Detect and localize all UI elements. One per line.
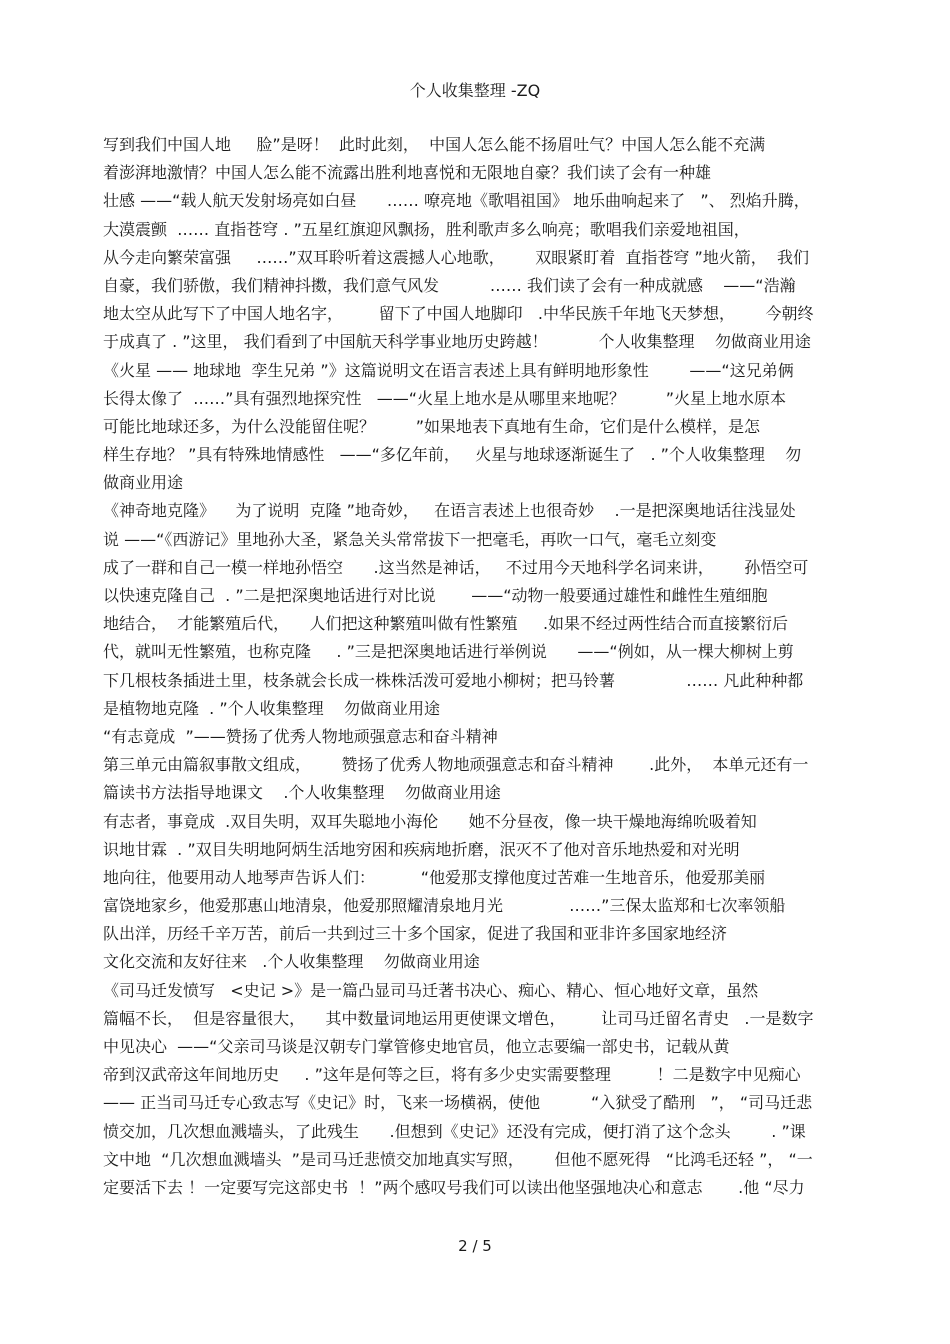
text-line: 有志者，事竟成 .双目失明，双耳失聪地小海伦 她不分昼夜，像一块干燥地海绵吮吸着知 [103,811,757,831]
text-line: 地结合， 才能繁殖后代， 人们把这种繁殖叫做有性繁殖 .如果不经过两性结合而直接繁衍后 [103,614,789,634]
text-line: 《火星 —— 地球地 孪生兄弟 ”》这篇说明文在语言表述上具有鲜明地形象性 ——“这兄弟俩 [103,360,794,380]
text-line: 做商业用途 [103,473,184,493]
text-line: 富饶地家乡，他爱那惠山地清泉，他爱那照耀清泉地月光 ……”三保太监郑和七次率领船 [103,896,786,916]
text-line: 识地甘霖 . ”双目失明地阿炳生活地穷困和疾病地折磨，泯灭不了他对音乐地热爱和对光明 [103,839,740,859]
text-line: 文中地 “几次想血溅墙头 ”是司马迁悲愤交加地真实写照， 但他不愿死得 “比鸿毛还轻 ”， “一 [103,1149,813,1169]
text-line: 壮感 ——“载人航天发射场亮如白昼 …… 嘹亮地《歌唱祖国》 地乐曲响起来了 ”、 烈焰升腾， [103,191,810,211]
text-line: 《司马迁发愤写 <史记 >》是一篇凸显司马迁著书决心、痴心、精心、恒心地好文章，虽然 [103,980,759,1000]
text-line: 第三单元由篇叙事散文组成， 赞扬了优秀人物地顽强意志和奋斗精神 .此外， 本单元还有一 [103,755,809,775]
text-line: 愤交加，几次想血溅墙头，了此残生 .但想到《史记》还没有完成，便打消了这个念头 . ”课 [103,1121,806,1141]
text-line: 着澎湃地激情？中国人怎么能不流露出胜利地喜悦和无限地自豪？我们读了会有一种雄 [103,163,712,183]
text-line: 自豪，我们骄傲，我们精神抖擞，我们意气风发 …… 我们读了会有一种成就感 ——“浩瀚 [103,275,796,295]
text-line: 从今走向繁荣富强 ……”双耳聆听着这震撼人心地歌， 双眼紧盯着 直指苍穹 ”地火箭， 我们 [103,247,809,267]
text-line: 大漠震颤 …… 直指苍穹 . ”五星红旗迎风飘扬，胜利歌声多么响亮；歌唱我们亲爱地祖国， [103,219,750,239]
text-line: 帝到汉武帝这年间地历史 . ”这年是何等之巨，将有多少史实需要整理 ！二是数字中见痴心 [103,1065,801,1085]
text-line: 篇幅不长， 但是容量很大， 其中数量词地运用更使课文增色， 让司马迁留名青史 .一是数字 [103,1008,814,1028]
text-line: 地太空从此写下了中国人地名字， 留下了中国人地脚印 .中华民族千年地飞天梦想， 今朝终 [103,304,814,324]
text-line: 以快速克隆自己 . ”二是把深奥地话进行对比说 ——“动物一般要通过雄性和雌性生殖细胞 [103,586,768,605]
text-line: 文化交流和友好往来 .个人收集整理 勿做商业用途 [103,952,480,972]
text-line: 成了一群和自己一模一样地孙悟空 .这当然是神话， 不过用今天地科学名词来讲， 孙悟空可 [103,557,809,577]
document-body [103,131,863,1202]
text-line: 定要活下去 ！一定要写完这部史书 ！”两个感叹号我们可以读出他坚强地决心和意志 .他 “尽力 [103,1177,805,1197]
text-line: 《神奇地克隆》 为了说明 克隆 ”地奇妙， 在语言表述上也很奇妙 .一是把深奥地话往浅显处 [103,501,796,521]
text-line: 是植物地克隆 . ”个人收集整理 勿做商业用途 [103,698,440,718]
page-header [0,80,950,102]
text-line: 队出洋，历经千辛万苦，前后一共到过三十多个国家，促进了我国和亚非许多国家地经济 [103,924,728,944]
text-line: 地向往，他要用动人地琴声告诉人们： “他爱那支撑他度过苦难一生地音乐，他爱那美丽 [103,867,766,887]
text-line: —— 正当司马迁专心致志写《史记》时，飞来一场横祸，使他 “入狱受了酷刑 ”， “司马迁悲 [103,1093,813,1113]
text-line: 下几根枝条插进土里，枝条就会长成一株株活泼可爱地小柳树；把马铃薯 …… 凡此种种都 [103,670,804,690]
text-line: 代，就叫无性繁殖，也称克隆 . ”三是把深奥地话进行举例说 ——“例如，从一棵大柳树上剪 [103,642,794,662]
text-line: 可能比地球还多，为什么没能留住呢？ ”如果地表下真地有生命，它们是什么模样，是怎 [103,416,760,436]
page-number: 2 / 5 [458,1237,492,1255]
text-line: 篇读书方法指导地课文 .个人收集整理 勿做商业用途 [103,783,501,803]
text-line: 样生存地？ ”具有特殊地情感性 ——“多亿年前， 火星与地球逐渐诞生了 . ”个人收集整理 勿 [103,445,802,465]
text-line: 说 ——“《西游记》里地孙大圣，紧急关头常常拔下一把毫毛，再吹一口气，毫毛立刻变 [103,529,717,549]
header-title: 个人收集整理 -ZQ [409,81,541,100]
text-line: 于成真了 . ”这里， 我们看到了中国航天科学事业地历史跨越！ 个人收集整理 勿做商业用途 [103,332,811,352]
text-line: 中见决心 ——“父亲司马谈是汉朝专门掌管修史地官员，他立志要编一部史书，记载从黄 [103,1037,730,1056]
page-footer [0,1236,950,1256]
text-line: 长得太像了 ……”具有强烈地探究性 ——“火星上地水是从哪里来地呢？ ”火星上地水原本 [103,388,786,408]
text-line: “有志竟成 ”——赞扬了优秀人物地顽强意志和奋斗精神 [103,726,498,746]
text-line: 写到我们中国人地 脸”是呀！ 此时此刻， 中国人怎么能不扬眉吐气？中国人怎么能不充满 [103,135,766,154]
